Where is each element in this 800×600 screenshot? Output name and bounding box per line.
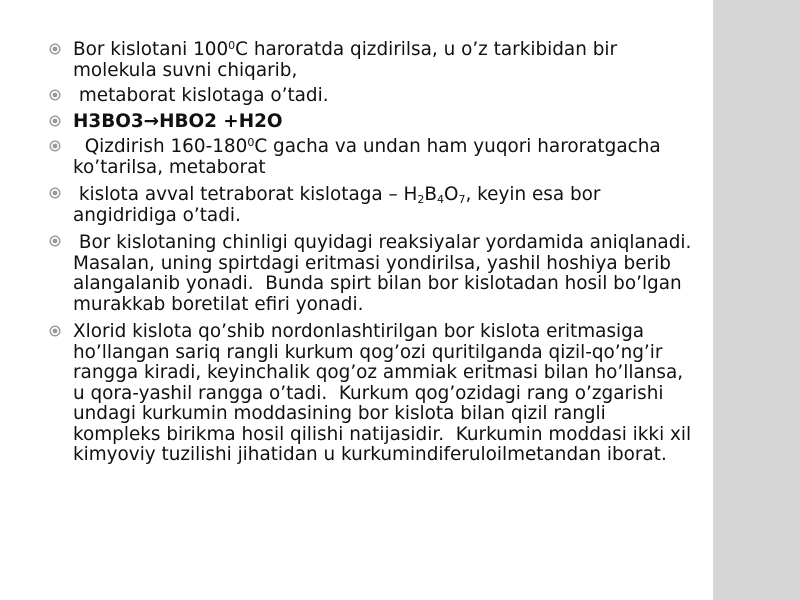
bullet-list xyxy=(48,39,698,466)
circle-bullet-icon xyxy=(49,325,61,337)
bullet-text-part: C gacha va undan ham yuqori haroratgacha ko’tarilsa, metaborat xyxy=(73,136,661,178)
bullet-item-tetraborate xyxy=(48,185,693,226)
bullet-text-part: Bor kislotani 100 xyxy=(73,39,229,60)
equation-right: HBO2 +H2O xyxy=(159,110,283,132)
side-panel xyxy=(713,0,800,600)
circle-bullet-icon xyxy=(49,43,61,55)
bullet-text-part: , keyin esa bor angidridiga o’tadi. xyxy=(73,184,601,226)
reaction-arrow-icon: → xyxy=(143,110,160,132)
formula-subscript: 7 xyxy=(458,193,466,206)
bullet-item-metaborate xyxy=(48,86,693,107)
circle-bullet-icon xyxy=(49,89,61,101)
bullet-text-part: C haroratda qizdirilsa, u o’z tarkibidan bir molekula suvni chiqarib, xyxy=(73,39,618,81)
formula-subscript: 2 xyxy=(417,193,425,206)
bullet-text: metaborat kislotaga o’tadi. xyxy=(73,85,329,106)
bullet-item-boric-acid-heating xyxy=(48,40,693,81)
formula-element: O xyxy=(444,184,459,205)
degree-superscript: 0 xyxy=(247,136,255,149)
bullet-item-heating-range xyxy=(48,137,693,178)
circle-bullet-icon xyxy=(49,235,61,247)
bullet-text-part: Qizdirish 160-180 xyxy=(73,136,248,157)
equation-left: H3BO3 xyxy=(73,110,144,132)
slide-content xyxy=(48,39,698,466)
bullet-text-part: kislota avval tetraborat kislotaga – H xyxy=(73,184,418,205)
circle-bullet-icon xyxy=(49,140,61,152)
circle-bullet-icon xyxy=(49,115,61,127)
bullet-item-boric-acid-test xyxy=(48,232,698,315)
bullet-text: Bor kislotaning chinligi quyidagi reaksiyalar yordamida aniqlanadi. Masalan, uning spirtdagi eritmasi yondirilsa, yashil hoshiya berib alangalanib yonadi. Bunda spirt bilan bor kislotadan hosil bo’lgan murakkab boretilat efiri yonadi. xyxy=(73,232,698,315)
bullet-item-curcumin-test xyxy=(48,321,698,466)
formula-subscript: 4 xyxy=(437,193,444,206)
formula-element: B xyxy=(424,184,437,205)
degree-superscript: 0 xyxy=(228,39,236,52)
bullet-text: Xlorid kislota qo’shib nordonlashtirilgan bor kislota eritmasiga ho’llangan sariq rangli kurkum qog’ozi quritilganda qizil-qo’ng’ir rangga kiradi, keyinchalik qog’oz ammiak eritmasi bilan ho’llansa, u qora-yashil rangga o’tadi. Kurkum qog’ozidagi rang o’zgarishi undagi kurkumin moddasining bor kislota bilan qizil rangli kompleks birikma hosil qilishi natijasidir. Kurkumin moddasi ikki xil kimyoviy tuzilishi jihatidan u kurkumindiferuloilmetandan iborat. xyxy=(73,321,698,465)
bullet-item-reaction-equation xyxy=(48,112,693,133)
circle-bullet-icon xyxy=(49,187,61,199)
